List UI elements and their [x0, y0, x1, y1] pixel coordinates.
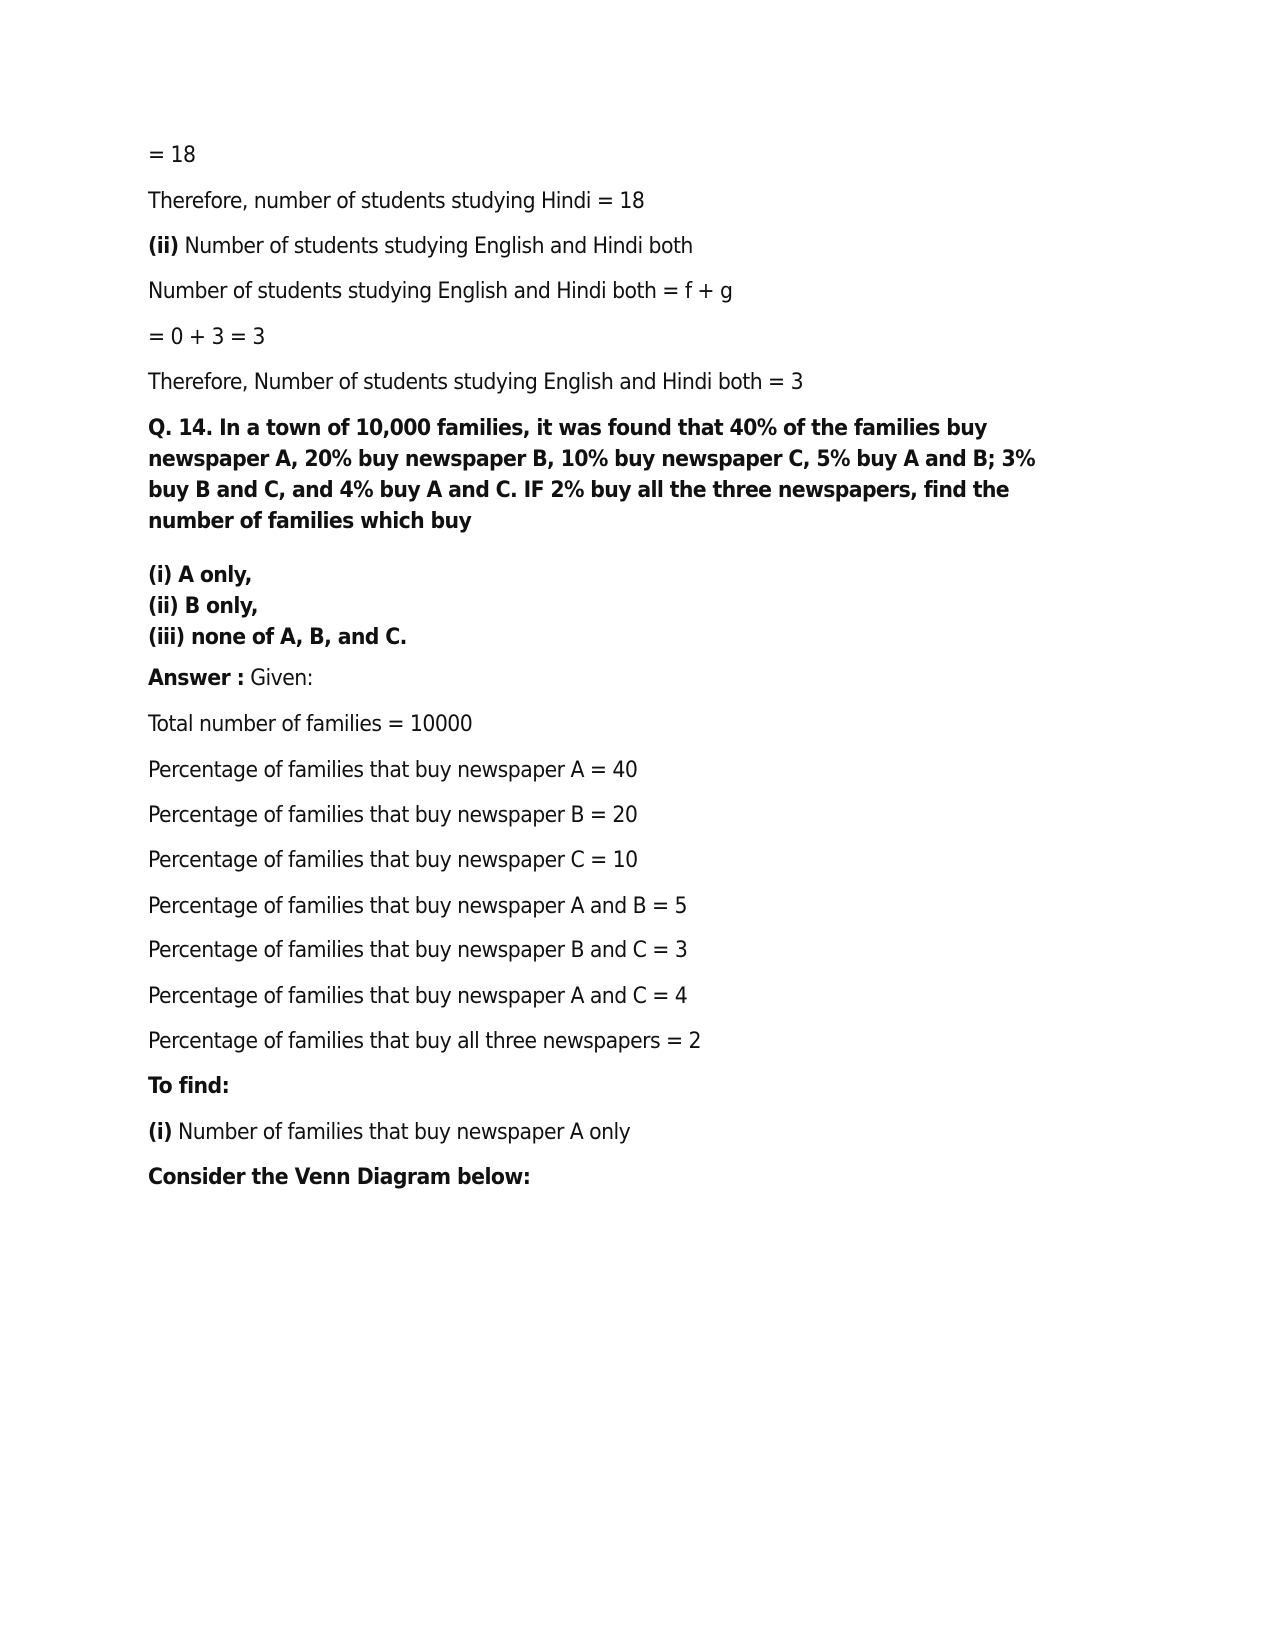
given-item: Percentage of families that buy newspaper A and C = 4 [148, 984, 688, 1009]
find-i-text: Number of families that buy newspaper A only [172, 1120, 631, 1145]
hindi-conclusion: Therefore, number of students studying Hindi = 18 [148, 189, 645, 214]
result-line: = 18 [148, 143, 196, 168]
part-ii-text: Number of students studying English and Hindi both [178, 234, 693, 259]
question-line: buy B and C, and 4% buy A and C. IF 2% buy all the three newspapers, find the [148, 478, 1009, 503]
given-item: Percentage of families that buy newspaper A and B = 5 [148, 894, 688, 919]
question-part: (iii) none of A, B, and C. [148, 625, 407, 650]
question-line: newspaper A, 20% buy newspaper B, 10% buy newspaper C, 5% buy A and B; 3% [148, 447, 1035, 472]
find-part-i [148, 1119, 630, 1147]
answer-given: Given: [244, 666, 314, 691]
both-conclusion: Therefore, Number of students studying English and Hindi both = 3 [148, 370, 804, 395]
question-line: number of families which buy [148, 509, 472, 534]
given-item: Percentage of families that buy newspaper C = 10 [148, 848, 638, 873]
answer-label: Answer : [148, 666, 245, 691]
question-14 [148, 413, 1078, 537]
both-formula: Number of students studying English and Hindi both = f + g [148, 279, 733, 304]
question-part: (ii) B only, [148, 594, 258, 619]
answer-heading [148, 665, 313, 693]
given-item: Percentage of families that buy newspaper B and C = 3 [148, 938, 688, 963]
part-ii-label: (ii) [148, 234, 179, 259]
given-item: Percentage of families that buy all three newspapers = 2 [148, 1029, 702, 1054]
to-find-heading: To find: [148, 1074, 230, 1099]
given-item: Percentage of families that buy newspaper B = 20 [148, 803, 638, 828]
find-i-label: (i) [148, 1120, 173, 1145]
question-part: (i) A only, [148, 563, 252, 588]
question-parts [148, 560, 1078, 653]
given-item: Percentage of families that buy newspaper A = 40 [148, 758, 638, 783]
question-line: Q. 14. In a town of 10,000 families, it was found that 40% of the families buy [148, 416, 987, 441]
venn-diagram-heading: Consider the Venn Diagram below: [148, 1165, 531, 1190]
total-families: Total number of families = 10000 [148, 712, 473, 737]
part-ii-heading [148, 233, 693, 261]
both-calculation: = 0 + 3 = 3 [148, 325, 265, 350]
